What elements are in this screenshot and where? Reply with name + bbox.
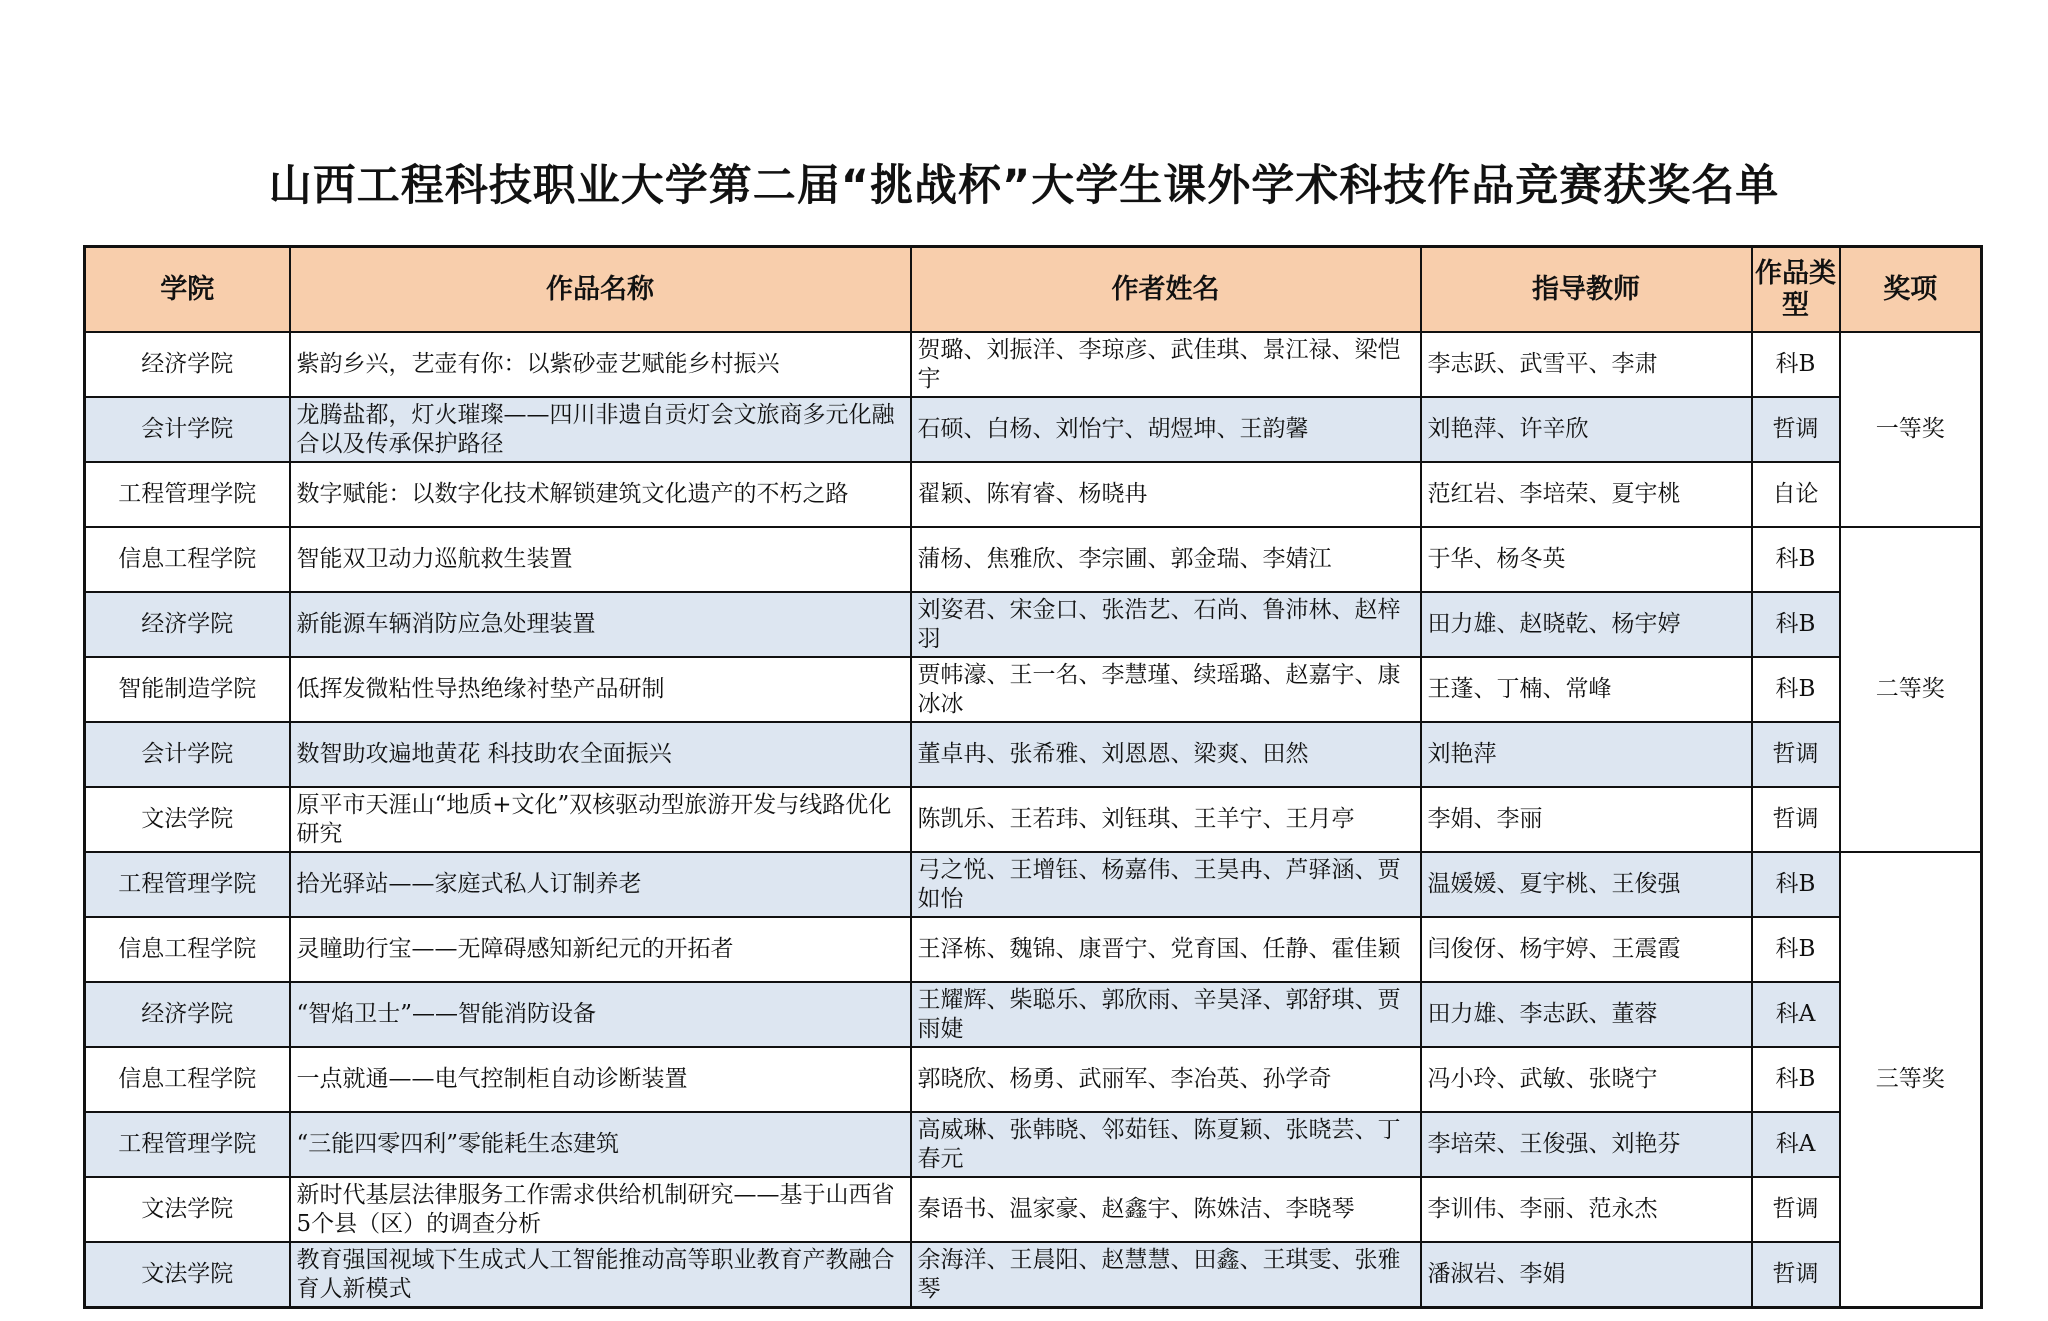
work-cell	[290, 1242, 911, 1308]
author-names: 王泽栋、魏锦、康晋宁、党育国、任静、霍佳颖	[917, 936, 1401, 962]
authors-cell	[911, 527, 1421, 592]
advisor-cell: 温媛媛、夏宇桃、王俊强	[1421, 852, 1752, 917]
advisor-cell: 闫俊伢、杨宇婷、王震霞	[1421, 917, 1752, 982]
table-row	[85, 852, 1982, 917]
work-cell	[290, 787, 911, 852]
advisor-cell: 李志跃、武雪平、李肃	[1421, 332, 1752, 397]
college-cell: 经济学院	[85, 592, 290, 657]
author-names: 弓之悦、王增钰、杨嘉伟、王昊冉、芦驿涵、贾如怡	[917, 856, 1401, 912]
header-work: 作品名称	[290, 247, 911, 333]
award-cell-third: 三等奖	[1840, 852, 1982, 1308]
advisor-cell: 李训伟、李丽、范永杰	[1421, 1177, 1752, 1242]
authors-cell	[911, 1177, 1421, 1242]
table-row	[85, 982, 1982, 1047]
college-cell: 工程管理学院	[85, 462, 290, 527]
work-title: 新能源车辆消防应急处理装置	[296, 611, 596, 637]
page-title: 山西工程科技职业大学第二届“挑战杯”大学生课外学术科技作品竞赛获奖名单	[268, 161, 1780, 211]
author-names: 翟颖、陈宥睿、杨晓冉	[917, 481, 1148, 507]
college-cell: 经济学院	[85, 332, 290, 397]
author-names: 刘姿君、宋金口、张浩艺、石尚、鲁沛林、赵梓羽	[917, 596, 1401, 652]
college-cell: 信息工程学院	[85, 1047, 290, 1112]
type-cell: 科B	[1752, 852, 1840, 917]
table-row	[85, 722, 1982, 787]
author-names: 董卓冉、张希雅、刘恩恩、梁爽、田然	[917, 741, 1309, 767]
type-cell: 科B	[1752, 332, 1840, 397]
work-title: 紫韵乡兴，艺壶有你：以紫砂壶艺赋能乡村振兴	[296, 351, 780, 377]
table-row	[85, 1112, 1982, 1177]
work-cell	[290, 397, 911, 462]
type-cell: 科B	[1752, 592, 1840, 657]
work-cell	[290, 1177, 911, 1242]
type-cell: 哲调	[1752, 1242, 1840, 1308]
authors-cell	[911, 787, 1421, 852]
advisor-cell: 李娟、李丽	[1421, 787, 1752, 852]
author-names: 石硕、白杨、刘怡宁、胡煜坤、王韵馨	[917, 416, 1309, 442]
work-title: 数字赋能：以数字化技术解锁建筑文化遗产的不朽之路	[296, 481, 849, 507]
table-row	[85, 917, 1982, 982]
award-cell-first: 一等奖	[1840, 332, 1982, 527]
work-title: “智焰卫士”——智能消防设备	[296, 1001, 597, 1027]
author-names: 陈凯乐、王若玮、刘钰琪、王羊宁、王月亭	[917, 806, 1355, 832]
advisor-cell: 李培荣、王俊强、刘艳芬	[1421, 1112, 1752, 1177]
authors-cell	[911, 917, 1421, 982]
authors-cell	[911, 982, 1421, 1047]
type-cell: 哲调	[1752, 1177, 1840, 1242]
work-cell	[290, 332, 911, 397]
authors-cell	[911, 462, 1421, 527]
work-title: 低挥发微粘性导热绝缘衬垫产品研制	[296, 676, 665, 702]
header-award: 奖项	[1840, 247, 1982, 333]
work-title: 教育强国视域下生成式人工智能推动高等职业教育产教融合育人新模式	[296, 1246, 895, 1302]
work-cell	[290, 852, 911, 917]
table-row	[85, 1177, 1982, 1242]
college-cell: 文法学院	[85, 1242, 290, 1308]
author-names: 贾帏濠、王一名、李慧瑾、续瑶璐、赵嘉宇、康冰冰	[917, 661, 1401, 717]
award-table	[83, 245, 1983, 1309]
authors-cell	[911, 657, 1421, 722]
work-title: 原平市天涯山“地质+文化”双核驱动型旅游开发与线路优化研究	[296, 791, 892, 847]
table-row	[85, 592, 1982, 657]
college-cell: 智能制造学院	[85, 657, 290, 722]
college-cell: 文法学院	[85, 1177, 290, 1242]
type-cell: 自论	[1752, 462, 1840, 527]
author-names: 蒲杨、焦雅欣、李宗圃、郭金瑞、李婧江	[917, 546, 1332, 572]
table-row	[85, 1242, 1982, 1308]
college-cell: 工程管理学院	[85, 1112, 290, 1177]
work-cell	[290, 592, 911, 657]
table-row	[85, 462, 1982, 527]
table-row	[85, 1047, 1982, 1112]
author-names: 高威琳、张韩晓、邻茹钰、陈夏颖、张晓芸、丁春元	[917, 1116, 1401, 1172]
advisor-cell: 田力雄、赵晓乾、杨宇婷	[1421, 592, 1752, 657]
college-cell: 会计学院	[85, 397, 290, 462]
work-cell	[290, 657, 911, 722]
advisor-cell: 范红岩、李培荣、夏宇桃	[1421, 462, 1752, 527]
work-cell	[290, 722, 911, 787]
advisor-cell: 王蓬、丁楠、常峰	[1421, 657, 1752, 722]
authors-cell	[911, 852, 1421, 917]
authors-cell	[911, 1242, 1421, 1308]
type-cell: 哲调	[1752, 787, 1840, 852]
work-title: 智能双卫动力巡航救生装置	[296, 546, 573, 572]
authors-cell	[911, 332, 1421, 397]
table-row	[85, 332, 1982, 397]
work-cell	[290, 527, 911, 592]
author-names: 王耀辉、柴聪乐、郭欣雨、辛昊泽、郭舒琪、贾雨婕	[917, 986, 1401, 1042]
work-title: “三能四零四利”零能耗生态建筑	[296, 1131, 620, 1157]
type-cell: 科A	[1752, 982, 1840, 1047]
work-cell	[290, 462, 911, 527]
type-cell: 科B	[1752, 917, 1840, 982]
type-cell: 哲调	[1752, 397, 1840, 462]
type-cell: 科B	[1752, 527, 1840, 592]
table-header-row	[85, 247, 1982, 333]
work-cell	[290, 982, 911, 1047]
author-names: 秦语书、温家豪、赵鑫宇、陈姝洁、李晓琴	[917, 1196, 1355, 1222]
advisor-cell: 刘艳萍、许辛欣	[1421, 397, 1752, 462]
authors-cell	[911, 1047, 1421, 1112]
advisor-cell: 冯小玲、武敏、张晓宁	[1421, 1047, 1752, 1112]
header-college: 学院	[85, 247, 290, 333]
work-cell	[290, 1047, 911, 1112]
type-cell: 科A	[1752, 1112, 1840, 1177]
college-cell: 信息工程学院	[85, 527, 290, 592]
header-authors: 作者姓名	[911, 247, 1421, 333]
author-names: 余海洋、王晨阳、赵慧慧、田鑫、王琪雯、张雅琴	[917, 1246, 1401, 1302]
college-cell: 经济学院	[85, 982, 290, 1047]
work-title: 灵瞳助行宝——无障碍感知新纪元的开拓者	[296, 936, 734, 962]
work-cell	[290, 1112, 911, 1177]
table-row	[85, 657, 1982, 722]
work-title: 数智助攻遍地黄花 科技助农全面振兴	[296, 741, 672, 767]
header-type: 作品类型	[1752, 247, 1840, 333]
authors-cell	[911, 592, 1421, 657]
type-cell: 哲调	[1752, 722, 1840, 787]
work-title: 拾光驿站——家庭式私人订制养老	[296, 871, 642, 897]
authors-cell	[911, 722, 1421, 787]
table-row	[85, 527, 1982, 592]
college-cell: 工程管理学院	[85, 852, 290, 917]
work-title: 一点就通——电气控制柜自动诊断装置	[296, 1066, 688, 1092]
college-cell: 信息工程学院	[85, 917, 290, 982]
advisor-cell: 刘艳萍	[1421, 722, 1752, 787]
table-row	[85, 397, 1982, 462]
work-cell	[290, 917, 911, 982]
award-cell-second: 二等奖	[1840, 527, 1982, 852]
work-title: 新时代基层法律服务工作需求供给机制研究——基于山西省5个县（区）的调查分析	[296, 1181, 895, 1237]
author-names: 贺璐、刘振洋、李琼彦、武佳琪、景江禄、梁恺宇	[917, 336, 1401, 392]
type-cell: 科B	[1752, 1047, 1840, 1112]
type-cell: 科B	[1752, 657, 1840, 722]
authors-cell	[911, 1112, 1421, 1177]
college-cell: 文法学院	[85, 787, 290, 852]
advisor-cell: 潘淑岩、李娟	[1421, 1242, 1752, 1308]
header-advisor: 指导教师	[1421, 247, 1752, 333]
advisor-cell: 于华、杨冬英	[1421, 527, 1752, 592]
work-title: 龙腾盐都，灯火璀璨——四川非遗自贡灯会文旅商多元化融合以及传承保护路径	[296, 401, 895, 457]
author-names: 郭晓欣、杨勇、武丽军、李冶英、孙学奇	[917, 1066, 1332, 1092]
table-body	[85, 332, 1982, 1308]
advisor-cell: 田力雄、李志跃、董蓉	[1421, 982, 1752, 1047]
authors-cell	[911, 397, 1421, 462]
college-cell: 会计学院	[85, 722, 290, 787]
table-row	[85, 787, 1982, 852]
